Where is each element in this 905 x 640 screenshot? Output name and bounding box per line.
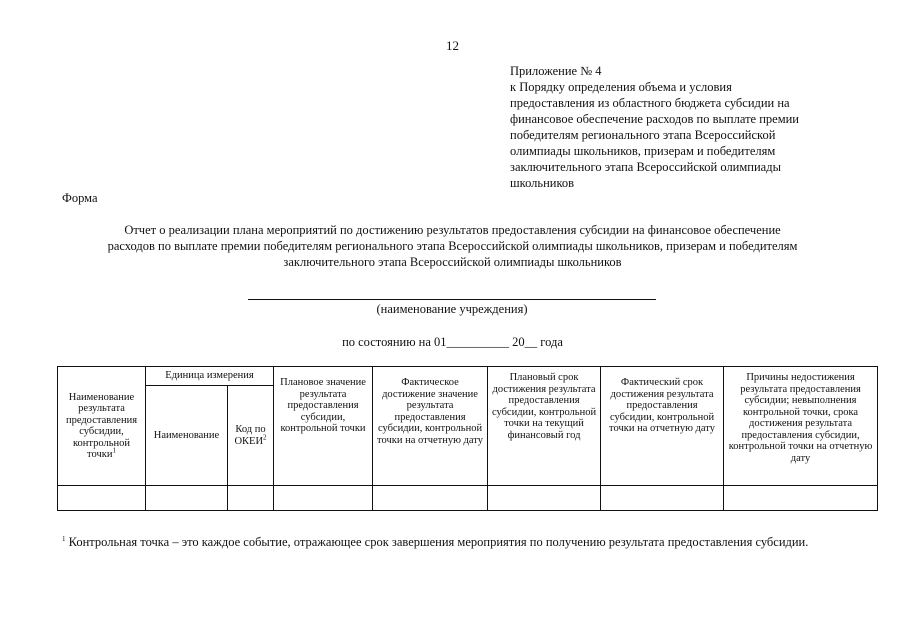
header-result-name-text: Наименование результата предоставления субсидии, контрольной точки <box>65 391 138 460</box>
appendix-line: заключительного этапа Всероссийской олимпиады <box>510 160 781 174</box>
table-cell[interactable] <box>601 486 724 511</box>
form-label: Форма <box>62 191 98 205</box>
footnote <box>62 534 852 551</box>
appendix-line: к Порядку определения объема и условия <box>510 80 732 94</box>
appendix-line: предоставления из областного бюджета субсидии на <box>510 96 790 110</box>
as-of-date-line: по состоянию на 01__________ 20__ года <box>342 335 563 349</box>
institution-caption: (наименование учреждения) <box>376 302 528 316</box>
header-planned-date: Плановый срок достижения результата предоставления субсидии, контрольной точки на текущий финансовый год <box>488 367 601 486</box>
table-cell[interactable] <box>274 486 373 511</box>
header-reasons: Причины недостижения результата предоставления субсидии; невыполнения контрольной точки, срока достижения результата предоставления субсидии, контрольной точки на отчетную дату <box>724 367 878 486</box>
appendix-block <box>510 63 860 191</box>
header-planned-value: Плановое значение результата предоставления субсидии, контрольной точки <box>274 367 373 486</box>
header-actual-date: Фактический срок достижения результата предоставления субсидии, контрольной точки на отчетную дату <box>601 367 724 486</box>
table-cell[interactable] <box>724 486 878 511</box>
table-cell[interactable] <box>488 486 601 511</box>
appendix-title: Приложение № 4 <box>510 64 602 78</box>
header-unit-code-text: Код по ОКЕИ <box>234 424 266 447</box>
appendix-line: финансовое обеспечение расходов по выплате премии <box>510 112 799 126</box>
report-title <box>40 222 865 270</box>
footnote-text: Контрольная точка – это каждое событие, отражающее срок завершения мероприятия по получению результата предоставления субсидии. <box>65 535 809 549</box>
table-cell[interactable] <box>146 486 228 511</box>
header-actual-value: Фактическое достижение значение результата предоставления субсидии, контрольной точки на отчетную дату <box>373 367 488 486</box>
footnote-ref: 2 <box>263 433 267 441</box>
report-title-line: заключительного этапа Всероссийской олимпиады школьников <box>283 255 622 269</box>
institution-underline <box>248 299 656 300</box>
footnote-marker: 1 <box>62 534 66 543</box>
page-number: 12 <box>446 38 459 53</box>
appendix-line: победителям регионального этапа Всероссийской <box>510 128 776 142</box>
header-unit-name: Наименование <box>146 386 228 486</box>
header-result-name <box>58 367 146 486</box>
table-cell[interactable] <box>58 486 146 511</box>
report-title-line: Отчет о реализации плана мероприятий по достижению результатов предоставления субсидии на финансовое обеспечение <box>124 223 781 237</box>
report-title-line: расходов по выплате премии победителям регионального этапа Всероссийской олимпиады школьников, призерам и победителям <box>107 239 798 253</box>
table-cell[interactable] <box>373 486 488 511</box>
table-cell[interactable] <box>228 486 274 511</box>
appendix-line: школьников <box>510 176 575 190</box>
header-unit-code <box>228 386 274 486</box>
table-row <box>58 486 878 511</box>
appendix-line: олимпиады школьников, призерам и победителям <box>510 144 776 158</box>
report-table <box>57 366 878 511</box>
footnote-ref: 1 <box>112 446 116 455</box>
header-unit-group: Единица измерения <box>146 367 274 386</box>
